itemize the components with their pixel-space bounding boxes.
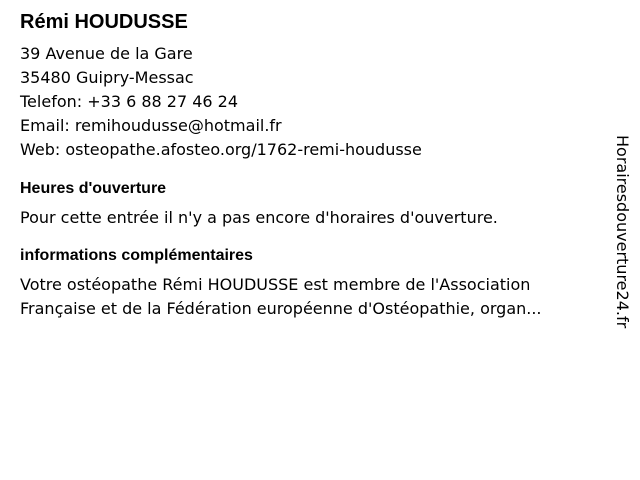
listing-name: Rémi HOUDUSSE (20, 11, 188, 33)
address-street: 39 Avenue de la Gare (20, 44, 193, 63)
email-line: Email: remihoudusse@hotmail.fr (20, 116, 282, 135)
additional-info-line-1: Votre ostéopathe Rémi HOUDUSSE est membre de l'Association (20, 275, 531, 294)
web-line: Web: osteopathe.afosteo.org/1762-remi-houdusse (20, 140, 422, 159)
additional-info-title: informations complémentaires (20, 247, 253, 264)
opening-hours-text: Pour cette entrée il n'y a pas encore d'horaires d'ouverture. (20, 208, 498, 227)
additional-info-line-2: Française et de la Fédération européenne d'Ostéopathie, organ... (20, 299, 542, 318)
opening-hours-title: Heures d'ouverture (20, 180, 167, 197)
address-city: 35480 Guipry-Messac (20, 68, 194, 87)
watermark-text: Horairesdouverture24.fr (613, 135, 632, 329)
additional-info-section (20, 244, 610, 321)
opening-hours-section (20, 177, 610, 230)
contact-block (20, 42, 610, 162)
listing-card (20, 10, 610, 321)
phone-line: Telefon: +33 6 88 27 46 24 (20, 92, 239, 111)
site-watermark (608, 135, 636, 345)
